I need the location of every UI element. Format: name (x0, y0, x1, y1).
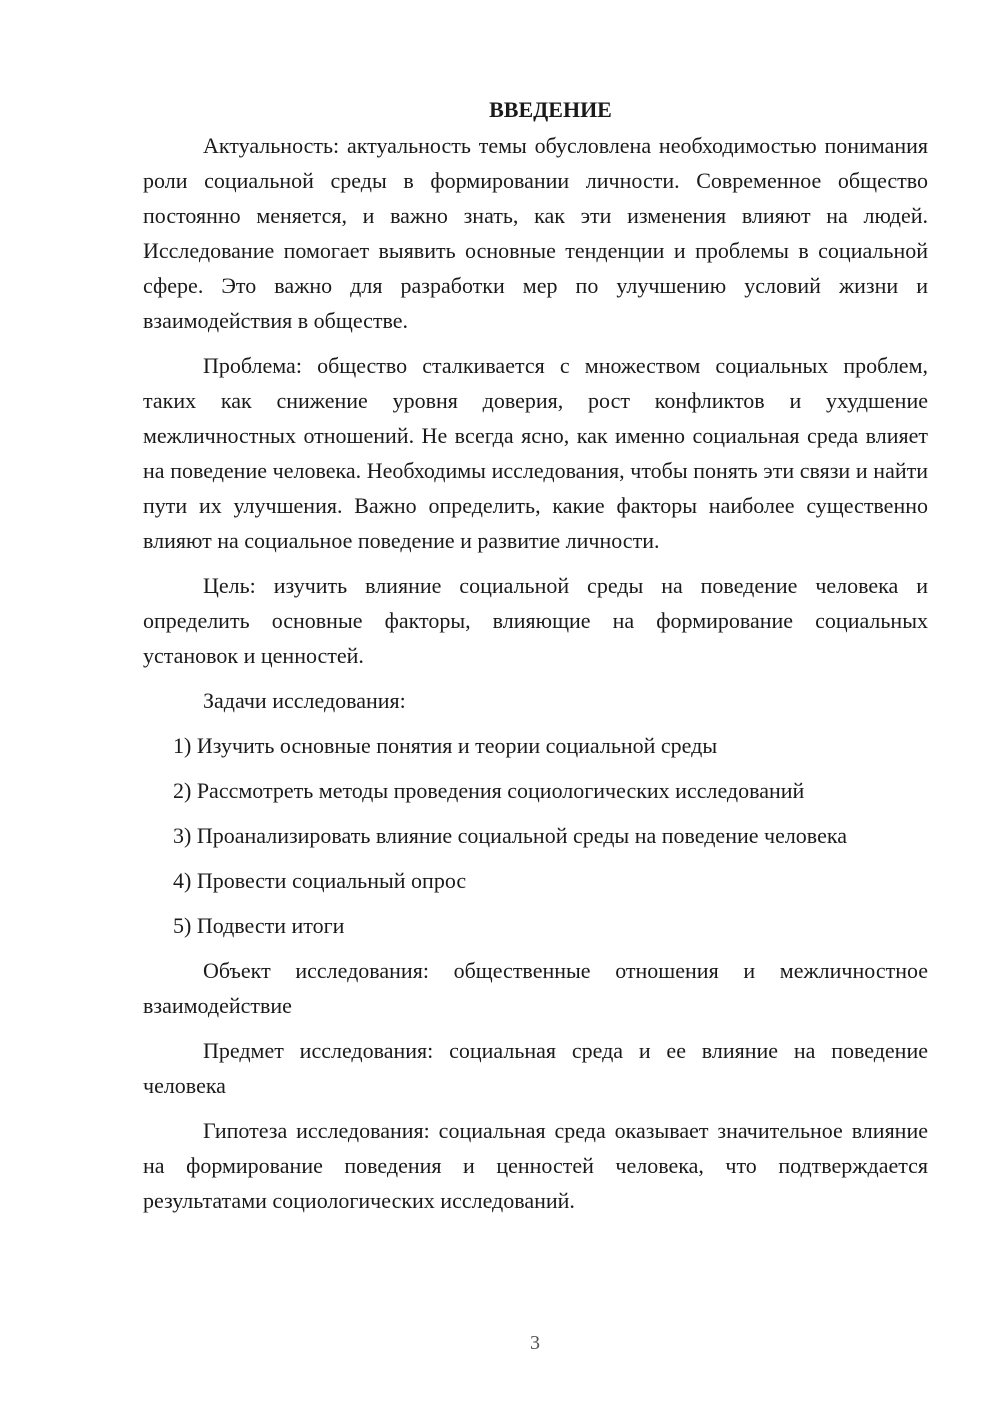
relevance-paragraph: Актуальность: актуальность темы обусловлена необходимостью понимания роли социальной среды в формировании личности. Современное общество постоянно меняется, и важно знать, как эти изменения влияют на людей. Исследование помогает выявить основные тенденции и проблемы в социальной сфере. Это важно для разработки мер по улучшению условий жизни и взаимодействия в обществе. (143, 133, 928, 333)
section-title: ВВЕДЕНИЕ (489, 97, 612, 122)
page-number: 3 (530, 1332, 540, 1354)
document-page (143, 92, 928, 1218)
task-item: 3) Проанализировать влияние социальной среды на поведение человека (173, 823, 847, 848)
goal-paragraph: Цель: изучить влияние социальной среды на поведение человека и определить основные факторы, влияющие на формирование социальных установок и ценностей. (143, 573, 928, 668)
tasks-list (143, 728, 928, 943)
object-paragraph: Объект исследования: общественные отношения и межличностное взаимодействие (143, 958, 928, 1018)
task-item: 4) Провести социальный опрос (173, 868, 467, 893)
task-item: 2) Рассмотреть методы проведения социологических исследований (173, 778, 805, 803)
hypothesis-paragraph: Гипотеза исследования: социальная среда оказывает значительное влияние на формирование поведения и ценностей человека, что подтверждается результатами социологических исследований. (143, 1118, 928, 1213)
tasks-heading: Задачи исследования: (203, 688, 406, 713)
problem-paragraph: Проблема: общество сталкивается с множеством социальных проблем, таких как снижение уровня доверия, рост конфликтов и ухудшение межличностных отношений. Не всегда ясно, как именно социальная среда влияет на поведение человека. Необходимы исследования, чтобы понять эти связи и найти пути их улучшения. Важно определить, какие факторы наиболее существенно влияют на социальное поведение и развитие личности. (143, 353, 928, 553)
task-item: 1) Изучить основные понятия и теории социальной среды (173, 733, 718, 758)
subject-paragraph: Предмет исследования: социальная среда и ее влияние на поведение человека (143, 1038, 928, 1098)
task-item: 5) Подвести итоги (173, 913, 345, 938)
